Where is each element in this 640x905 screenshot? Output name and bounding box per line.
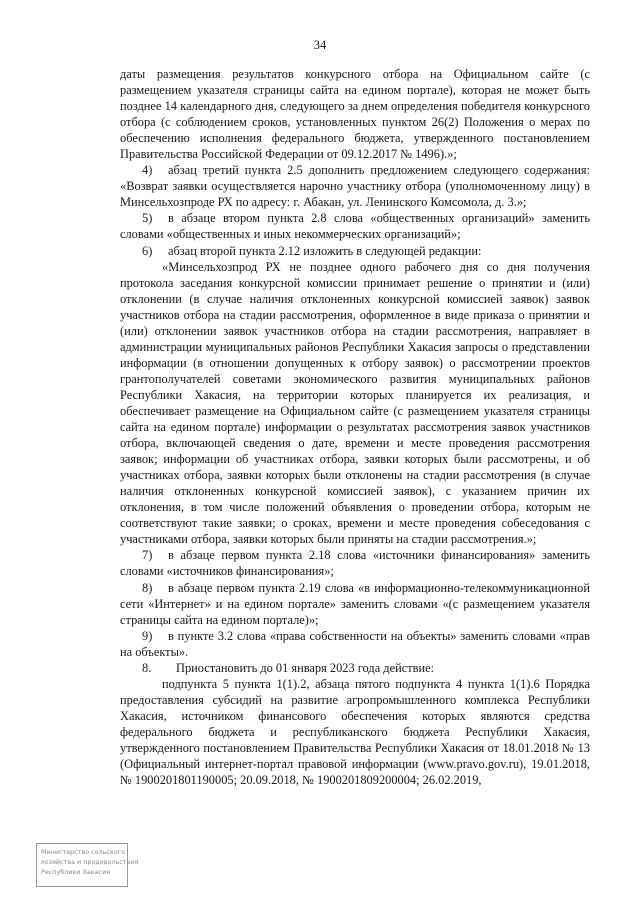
list-item-7 [120,547,590,579]
paragraph-continuation: даты размещения результатов конкурсного отбора на Официальном сайте (с размещением указателя страницы сайта на едином портале), которая не может быть позднее 14 календарного дня, следующего за днем определения победителя конкурсного отбора (с соблюдением сроков, установленных пунктом 26(2) Положения о мерах по обеспечению исполнения федерального бюджета, утвержденного постановлением Правительства Российской Федерации от 09.12.2017 № 1496).»; [120,67,590,162]
list-item-6 [120,243,590,259]
list-item-text: в абзаце первом пункта 2.19 слова «в информационно-телекоммуникационной сети «Интернет» и на едином портале» заменить словами «(с размещением указателя страницы сайта на едином портале)»; [120,580,590,627]
document-body [120,66,590,788]
section-8 [120,660,590,676]
section-number: 8. [142,660,152,675]
list-item-text: в абзаце первом пункта 2.18 слова «источники финансирования» заменить словами «источников финансирования»; [120,548,590,579]
list-number: 5) [142,211,153,226]
section-text: Приостановить до 01 января 2023 года действие: [176,660,435,675]
quoted-new-wording: «Минсельхозпрод РХ не позднее одного рабочего дня со дня получения протокола заседания конкурсной комиссии принимает решение о принятии и (или) отклонении (в случае наличия отклоненных конкурсной комиссией заявок) заявок участников отбора на стадии рассмотрения, оформленное в виде приказа о принятии и (или) отклонении заявок участников отбора на стадии рассмотрения, направляет в администрации муниципальных районов Республики Хакасия запросы о представлении информации (в отношении допущенных к отбору заявок) о рассмотрении проектов грантополучателей советами экономического развития муниципальных районов Республики Хакасия, на территории которых планируется их реализация, и обеспечивает размещение на Официальном сайте (с размещением указателя страницы сайта на едином портале) информации о результатах рассмотрения заявок участников отбора, включающей сведения о дате, времени и месте проведения рассмотрения заявок; информации об участниках отбора, заявки которых были рассмотрены, и об участниках отбора, заявки которых были отклонены на стадии рассмотрения (в случае наличия отклоненных конкурсной комиссией заявок), с указанием причин их отклонения, в том числе положений объявления о проведении отбора, которым не соответствуют такие заявки; о сроках, времени и месте проведения собеседования с участниками отбора, заявки которых были приняты на стадии рассмотрения.»; [120,259,590,547]
list-item-4 [120,162,590,210]
list-item-8 [120,580,590,628]
stamp-line: Министерство сельского [41,848,126,856]
stamp-line: Республики Хакасия [41,868,111,876]
list-number: 6) [142,243,153,258]
list-item-5 [120,210,590,242]
page-number: 34 [313,38,327,52]
list-number: 4) [142,163,153,178]
list-item-text: в пункте 3.2 слова «права собственности на объекты» заменить словами «прав на объекты». [120,628,590,659]
list-item-text: абзац третий пункта 2.5 дополнить предложением следующего содержания: «Возврат заявки осуществляется нарочно участнику отбора (уполномоченному лицу) в Минсельхозпроде РХ по адресу: г. Абакан, ул. Ленинского Комсомола, д. 3.»; [120,163,590,210]
list-number: 8) [142,580,153,595]
list-number: 7) [142,548,153,563]
section-8-subparagraph: подпункта 5 пункта 1(1).2, абзаца пятого подпункта 4 пункта 1(1).6 Порядка предоставления субсидий на развитие агропромышленного комплекса Республики Хакасия, источником финансового обеспечения которых являются средства федерального бюджета и республиканского бюджета Республики Хакасия, утвержденного постановлением Правительства Республики Хакасия от 18.01.2018 № 13 (Официальный интернет-портал правовой информации (www.pravo.gov.ru), 19.01.2018, № 1900201801190005; 20.09.2018, № 1900201809200004; 26.02.2019, [120,676,590,788]
list-item-9 [120,628,590,660]
list-item-text: абзац второй пункта 2.12 изложить в следующей редакции: [168,243,482,258]
list-number: 9) [142,628,153,643]
stamp-line: хозяйства и продовольствия [41,858,139,866]
list-item-text: в абзаце втором пункта 2.8 слова «общественных организаций» заменить словами «общественных и иных некоммерческих организаций»; [120,211,590,242]
registration-stamp [36,843,139,887]
